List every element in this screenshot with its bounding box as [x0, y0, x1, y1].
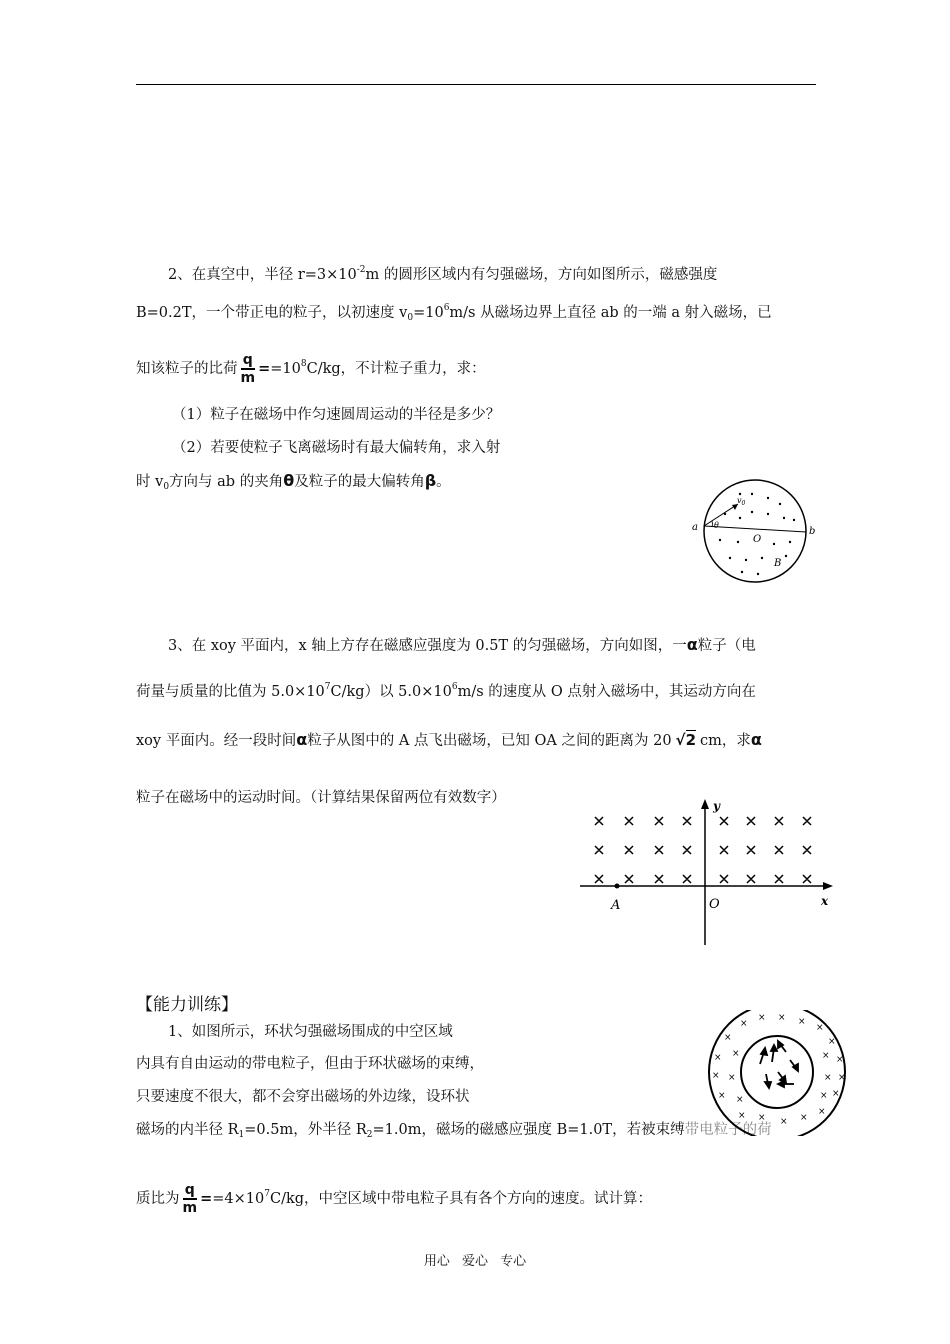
- label-a: a: [692, 522, 698, 533]
- svg-text:×: ×: [738, 1111, 746, 1121]
- label-A: A: [611, 898, 621, 913]
- p3-line1: 3、在 xoy 平面内，x 轴上方存在磁感应强度为 0.5T 的匀强磁场，方向如图，一α粒子（电: [168, 635, 756, 654]
- xoy-field-figure: [575, 795, 840, 950]
- svg-text:×: ×: [828, 1037, 836, 1047]
- header-rule: [136, 84, 816, 85]
- section-heading: 【能力训练】: [136, 995, 238, 1015]
- p3-line2: 荷量与质量的比值为 $5.0\times 10^7C/kg$）以 $5.0\times 10^6m/s$ 的速度从 O 点射入磁场中，其运动方向在: [136, 682, 756, 700]
- diameter-ab: [704, 526, 806, 532]
- section-line5: 质比为 $\frac{q}{m}$ $==4\times 10^7C/kg$，中空区域中带电粒子具有各个方向的速度。试计算：: [136, 1182, 653, 1216]
- label-v0: $v_0$: [737, 496, 746, 507]
- svg-text:×: ×: [728, 1073, 736, 1083]
- svg-text:×: ×: [778, 1013, 786, 1023]
- field-x-marks: [595, 817, 811, 883]
- point-A: [615, 884, 620, 889]
- svg-text:×: ×: [758, 1013, 766, 1023]
- svg-text:×: ×: [816, 1023, 824, 1033]
- svg-text:×: ×: [798, 1017, 806, 1027]
- svg-text:×: ×: [836, 1055, 844, 1065]
- svg-text:×: ×: [724, 1033, 732, 1043]
- svg-text:×: ×: [824, 1073, 832, 1083]
- p2-question2: （2）若要使粒子飞离磁场时有最大偏转角，求入射: [172, 440, 501, 456]
- particle-arrows: [760, 1041, 798, 1088]
- label-b: b: [809, 526, 816, 537]
- svg-text:×: ×: [820, 1091, 828, 1101]
- fraction-q-over-m-2: $\frac{q}{m}$: [182, 1182, 198, 1216]
- inner-circle: [741, 1036, 813, 1108]
- svg-text:×: ×: [758, 1113, 766, 1123]
- p3-line3: xoy 平面内。经一段时间α粒子从图中的 A 点飞出磁场，已知 OA 之间的距离为 20 √2 cm，求α: [136, 730, 762, 749]
- section-line3: 只要速度不很大，都不会穿出磁场的外边缘，设环状: [136, 1089, 470, 1105]
- svg-text:×: ×: [780, 1117, 788, 1127]
- svg-text:×: ×: [740, 1019, 748, 1029]
- annular-x-marks: [712, 1013, 846, 1127]
- svg-text:×: ×: [818, 1107, 826, 1117]
- label-O: O: [753, 534, 762, 545]
- p2-line1: 2、在真空中，半径 $r=3\times 10^{-2}m$ 的圆形区域内有匀强磁场，方向如图所示，磁感强度: [168, 265, 718, 283]
- page-footer: 用心 爱心 专心: [423, 1254, 527, 1269]
- svg-text:×: ×: [736, 1095, 744, 1105]
- svg-text:×: ×: [712, 1071, 720, 1081]
- p2-line2: B=0.2T，一个带正电的粒子，以初速度 $v_0=10^6m/s$ 从磁场边界上直径 ab 的一端 a 射入磁场，已: [136, 303, 772, 323]
- label-B: B: [774, 558, 782, 569]
- p2-question1: （1）粒子在磁场中作匀速圆周运动的半径是多少？: [172, 407, 501, 423]
- label-O: O: [709, 897, 720, 912]
- svg-text:×: ×: [832, 1089, 840, 1099]
- svg-text:×: ×: [732, 1049, 740, 1059]
- label-x: x: [821, 894, 829, 908]
- svg-text:×: ×: [800, 1113, 808, 1123]
- label-theta: θ: [714, 521, 719, 530]
- circle-field-figure: [690, 476, 820, 586]
- svg-text:×: ×: [838, 1073, 846, 1083]
- section-line2: 内具有自由运动的带电粒子，但由于环状磁场的束缚，: [136, 1056, 484, 1072]
- annular-field-figure: [702, 1010, 852, 1136]
- p2-line3: 知该粒子的比荷 $\frac{q}{m}$ $==10^8C/kg$，不计粒子重力，求：: [136, 352, 486, 386]
- p3-line4: 粒子在磁场中的运动时间。（计算结果保留两位有效数字）: [136, 790, 506, 806]
- svg-text:×: ×: [822, 1051, 830, 1061]
- section-line4: 磁场的内半径 $R_1=0.5m$，外半径 $R_2=1.0m$，磁场的磁感应强度 B=1.0T，若被束缚带电粒子的荷: [136, 1122, 772, 1140]
- svg-text:×: ×: [718, 1091, 726, 1101]
- label-y: y: [713, 799, 720, 813]
- fraction-q-over-m: $\frac{q}{m}$: [240, 352, 256, 386]
- p2-question2-cont: 时 $v_0$方向与 ab 的夹角θ及粒子的最大偏转角β。: [136, 471, 451, 492]
- section-line1: 1、如图所示，环状匀强磁场围成的中空区域: [168, 1024, 453, 1040]
- svg-text:×: ×: [714, 1053, 722, 1063]
